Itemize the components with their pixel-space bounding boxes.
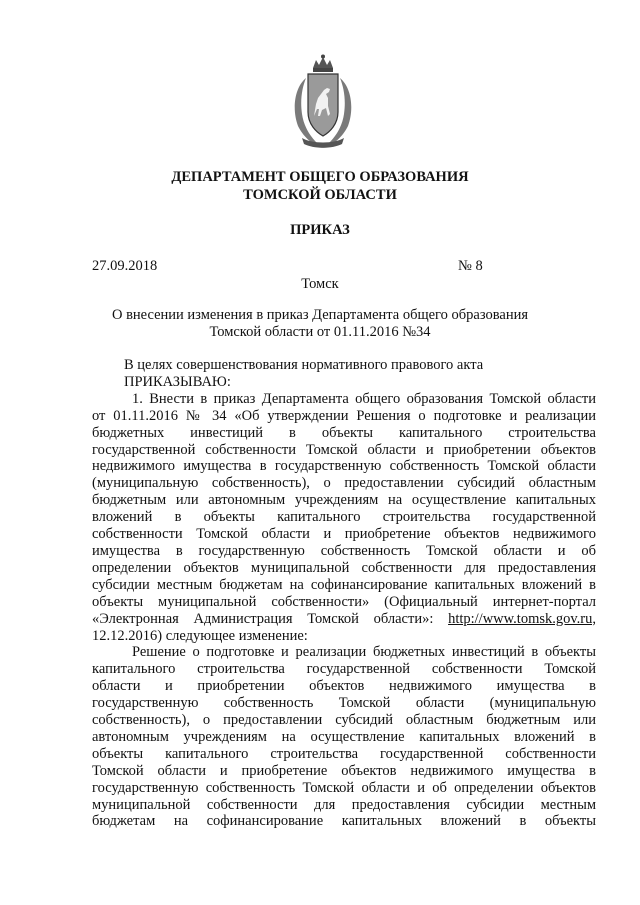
document-date: 27.09.2018	[92, 258, 158, 274]
order-word: ПРИКАЗЫВАЮ:	[124, 373, 231, 390]
paragraph-1	[92, 391, 596, 645]
paragraph-1-line: бюджетным или автономным учреждениям на осуществление капитальных	[92, 492, 596, 509]
subject-line-1: О внесении изменения в приказ Департамента общего образования	[111, 307, 529, 323]
paragraph-2-line: муниципальной собственности для предоставления субсидии местным	[92, 796, 596, 813]
paragraph-1-line: государственной собственности Томской области и приобретении объектов	[92, 441, 596, 458]
portal-link[interactable]: http://www.tomsk.gov.ru,	[448, 610, 597, 627]
paragraph-2	[92, 644, 596, 830]
paragraph-2-line: государственную собственность Томской области и об определении объектов	[92, 779, 596, 796]
paragraph-1-line: субсидии местным бюджетам на софинансирование капитальных вложений в	[92, 576, 596, 593]
paragraph-2-line: Томской области и приобретение объектов недвижимого имущества в	[92, 762, 596, 779]
paragraph-2-line: капитального строительства государственной собственности Томской	[92, 661, 596, 678]
document-city: Томск	[301, 276, 339, 292]
paragraph-1-last-line: 12.12.2016) следующее изменение:	[92, 627, 308, 644]
paragraph-1-line: имущества в государственную собственность Томской области и об	[92, 542, 596, 559]
paragraph-2-line: области и приобретении объектов недвижимого имущества в	[92, 678, 596, 695]
department-name	[0, 168, 640, 204]
intro-line: В целях совершенствования нормативного правового акта	[124, 357, 484, 373]
paragraph-1-line: от 01.11.2016 № 34 «Об утверждении Решения о подготовке и реализации	[92, 407, 596, 424]
department-line-1: ДЕПАРТАМЕНТ ОБЩЕГО ОБРАЗОВАНИЯ	[171, 169, 469, 185]
paragraph-2-line: объекты капитального строительства государственной собственности	[92, 745, 596, 762]
paragraph-1-line: недвижимого имущества в государственную собственность Томской области	[92, 458, 596, 475]
paragraph-1-line: объекты муниципальной собственности» (Официальный интернет-портал	[92, 593, 596, 610]
subject-line-2: Томской области от 01.11.2016 №34	[209, 324, 431, 340]
document-body	[92, 357, 596, 830]
paragraph-1-line: вложений в объекты капитального строительства государственной	[92, 509, 596, 526]
paragraph-2-line: бюджетам на софинансирование капитальных вложений в объекты	[92, 813, 596, 830]
document-type: ПРИКАЗ	[290, 222, 350, 238]
paragraph-1-line: определении объектов муниципальной собственности для предоставления	[92, 559, 596, 576]
document-subject	[0, 307, 640, 341]
department-line-2: ТОМСКОЙ ОБЛАСТИ	[243, 187, 397, 203]
paragraph-2-line: собственность), о предоставлении субсидий областным бюджетным или	[92, 712, 596, 729]
paragraph-2-line: автономным учреждениям на осуществление капитальных вложений в	[92, 728, 596, 745]
paragraph-1-portal-line	[92, 611, 596, 628]
paragraph-1-line: собственности Томской области и приобретение объектов недвижимого	[92, 526, 596, 543]
paragraph-1-line: бюджетных инвестиций в объекты капитального строительства	[92, 424, 596, 441]
paragraph-1-line: 1. Внести в приказ Департамента общего образования Томской области	[132, 390, 596, 407]
portal-name: «Электронная Администрация Томской области»:	[92, 610, 434, 627]
paragraph-2-line: государственную собственность Томской области (муниципальную	[92, 695, 596, 712]
paragraph-2-line: Решение о подготовке и реализации бюджетных инвестиций в объекты	[132, 644, 596, 661]
paragraph-1-line: (муниципальную собственность), о предоставлении субсидий областным	[92, 475, 596, 492]
coat-of-arms-icon	[288, 54, 358, 152]
document-number: № 8	[458, 258, 483, 274]
